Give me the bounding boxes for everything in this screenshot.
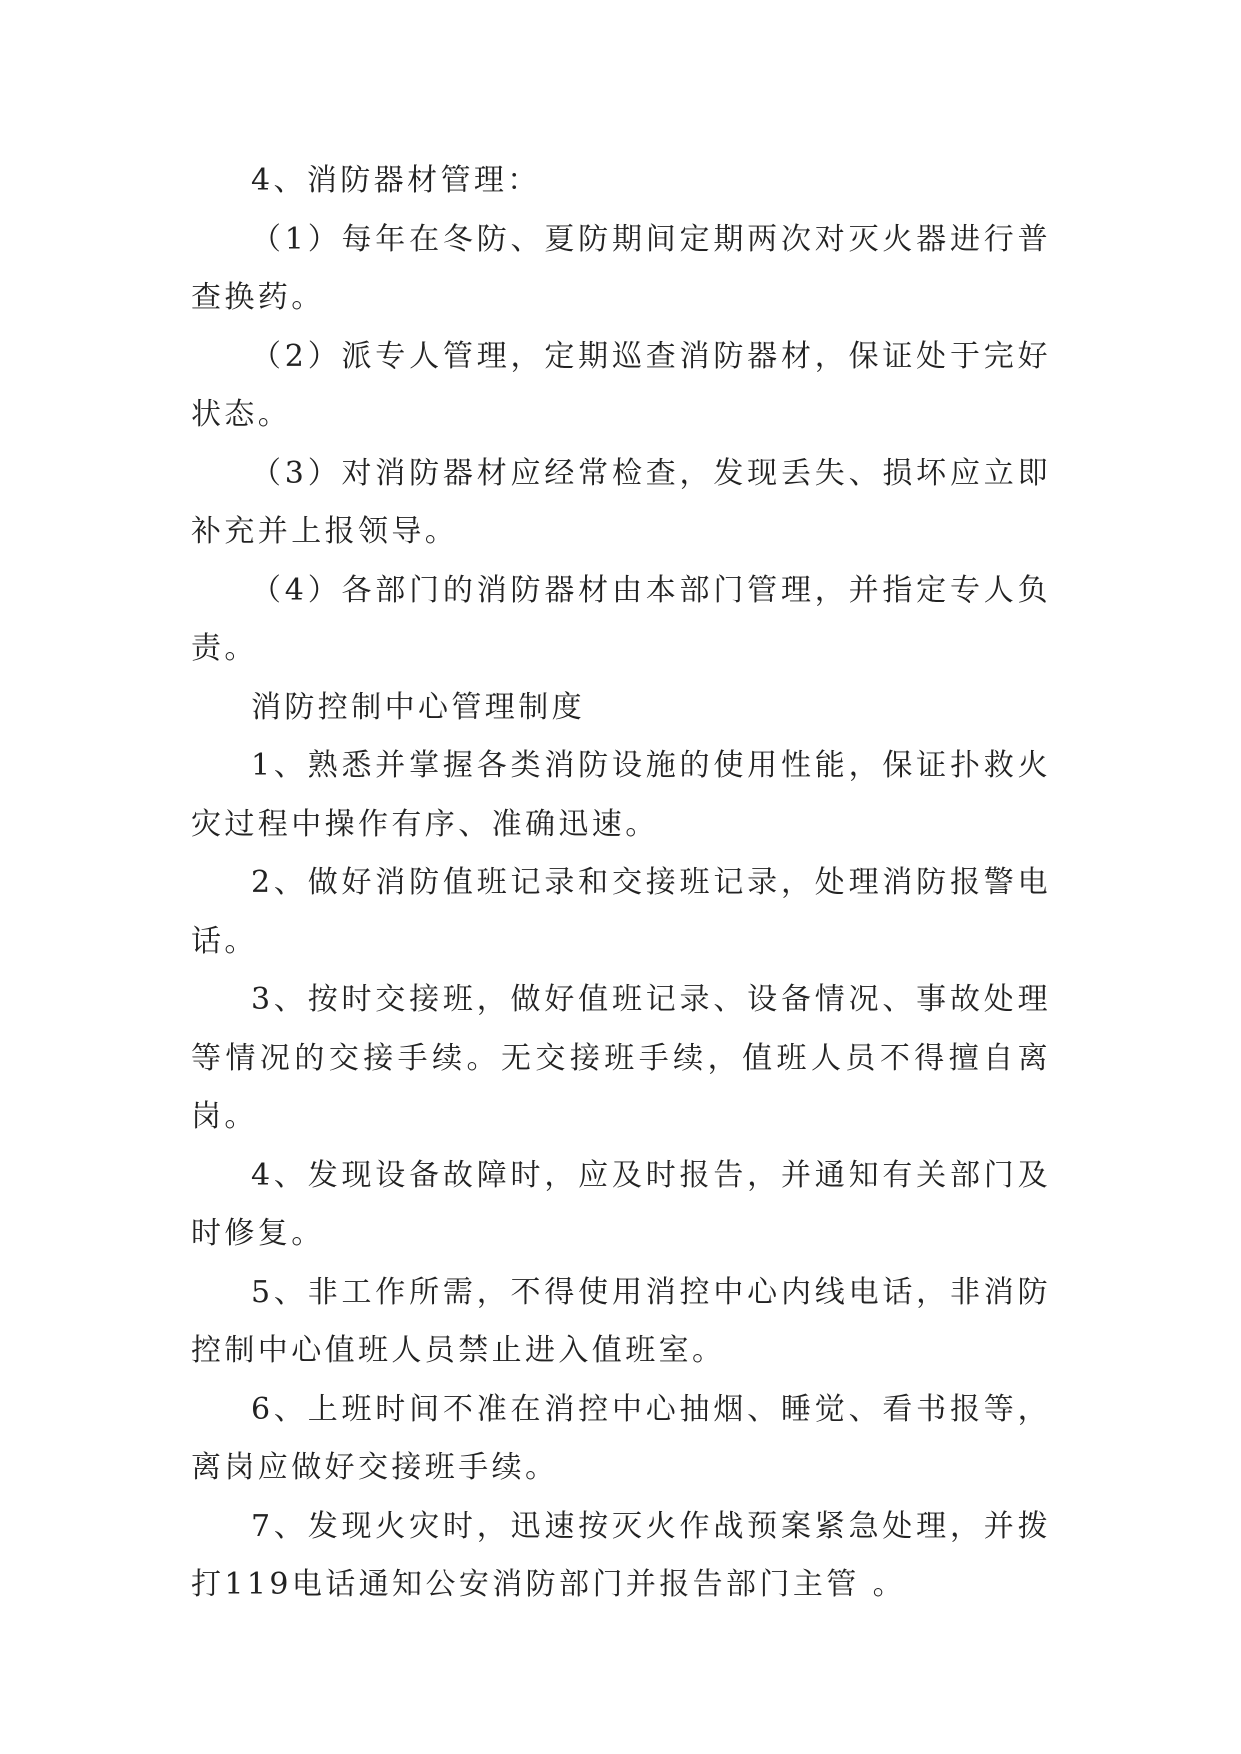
rule-item-6: 6、上班时间不准在消控中心抽烟、睡觉、看书报等，离岗应做好交接班手续。 — [191, 1391, 1051, 1485]
rule-item-2: 2、做好消防值班记录和交接班记录，处理消防报警电话。 — [191, 865, 1051, 959]
section-heading-fire-equipment: 4、消防器材管理： — [251, 163, 541, 198]
section-title-control-center: 消防控制中心管理制度 — [251, 689, 585, 725]
rule-item-4: 4、发现设备故障时，应及时报告，并通知有关部门及时修复。 — [191, 1157, 1051, 1251]
rule-item-7: 7、发现火灾时，迅速按灭火作战预案紧急处理，并拨打119电话通知公安消防部门并报告部门主管 。 — [191, 1508, 1051, 1602]
paragraph-item-3: （3）对消防器材应经常检查，发现丢失、损坏应立即补充并上报领导。 — [191, 455, 1051, 549]
document-body — [191, 152, 1051, 1615]
paragraph-item-4: （4）各部门的消防器材由本部门管理，并指定专人负责。 — [191, 572, 1051, 666]
rule-item-1: 1、熟悉并掌握各类消防设施的使用性能，保证扑救火灾过程中操作有序、准确迅速。 — [191, 748, 1051, 842]
paragraph-item-1: （1）每年在冬防、夏防期间定期两次对灭火器进行普查换药。 — [191, 221, 1051, 315]
rule-item-5: 5、非工作所需，不得使用消控中心内线电话，非消防控制中心值班人员禁止进入值班室。 — [191, 1274, 1051, 1368]
rule-item-3: 3、按时交接班，做好值班记录、设备情况、事故处理等情况的交接手续。无交接班手续，值班人员不得擅自离岗。 — [191, 982, 1051, 1134]
paragraph-item-2: （2）派专人管理，定期巡查消防器材，保证处于完好状态。 — [191, 338, 1051, 432]
